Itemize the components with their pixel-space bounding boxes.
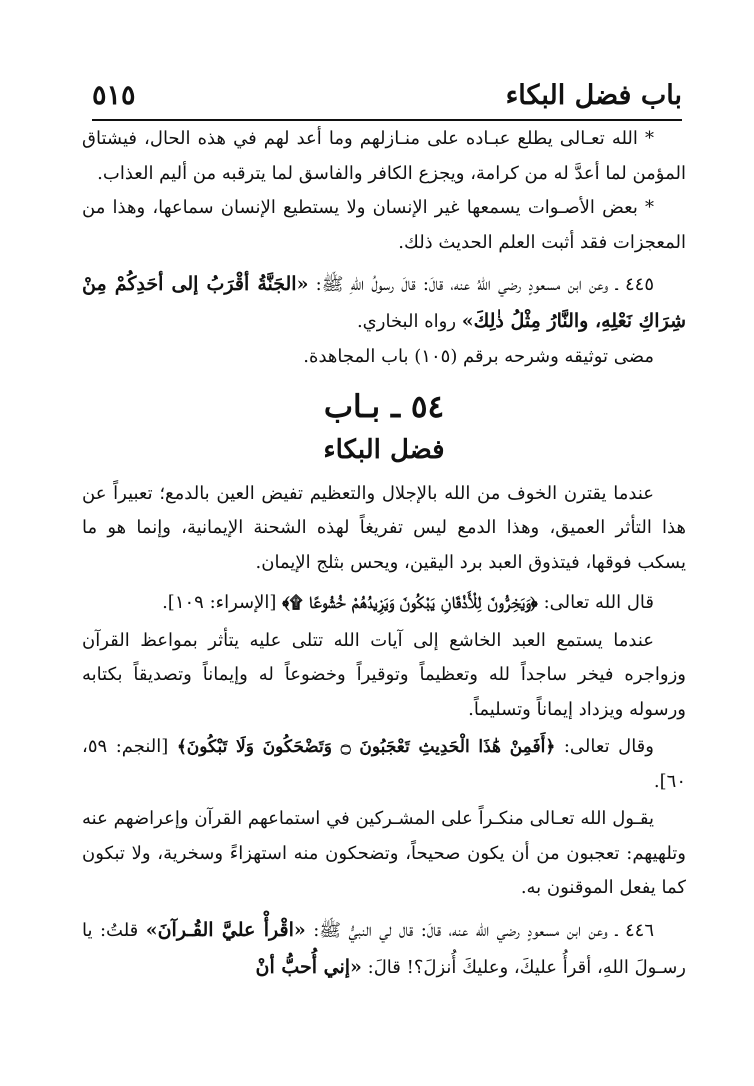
hadith-446	[82, 912, 686, 986]
verse-paragraph	[82, 586, 686, 621]
chapter-number: ٥٤ ـ بـاب	[323, 388, 445, 425]
page-body	[82, 122, 686, 986]
note-paragraph: * الله تعـالى يطلع عبـاده على منـازلهم وما أعد لهم في هذه الحال، فيشتاق المؤمن لما أعدَّ له من كرامة، ويجزع الكافر والفاسق لما يترقبه من أليم العذاب.	[82, 128, 686, 184]
hadith-text: «الجَنَّةُ أقْرَبُ إلى أحَدِكُمْ مِنْ شِرَاكِ نَعْلِهِ، والنَّارُ مِثْلُ ذٰلِكَ»	[82, 273, 686, 332]
hadith-intro: ٤٤٥ ـ وعن ابن مسعودٍ رضي اللهُ عنه، قالَ: قالَ رسولُ اللهِ ﷺ:	[308, 274, 654, 295]
intro-paragraph: عندما يقترن الخوف من الله بالإجلال والتعظيم تفيض العين بالدمع؛ تعبيراً عن هذا التأثر العميق، وهذا الدمع ليس تفريغاً لهذه الشحنة الإيمانية، وإنما هو ما يسكب فوقها، فيتذوق العبد برد اليقين، ويحس بثلج الإيمان.	[82, 482, 686, 573]
chapter-title: فضل البكاء	[323, 434, 445, 465]
hadith-note: مضى توثيقه وشرحه برقم (١٠٥) باب المجاهدة.	[303, 346, 654, 367]
page-number: ٥١٥	[92, 80, 136, 111]
commentary-paragraph: عندما يستمع العبد الخاشع إلى آيات الله تتلى عليه يتأثر بمواعظ القرآن وزواجره فيخر ساجداً لله وتعظيماً وتوقيراً وخضوعاً له وإيماناً وتصديقاً بكتابه ورسوله ويزداد إيماناً وتسليماً.	[82, 629, 686, 720]
running-title: باب فضل البكاء	[505, 80, 682, 111]
quran-verse: ﴿أَفَمِنْ هَٰذَا الْحَدِيثِ تَعْجَبُونَ ۝ وَتَضْحَكُونَ وَلَا تَبْكُونَ﴾	[176, 737, 556, 757]
verse-prefix: وقال تعالى:	[555, 736, 654, 757]
hadith-text: «اقْرأْ عليَّ القُـرآنَ»	[145, 918, 306, 941]
note-paragraph: * بعض الأصـوات يسمعها غير الإنسان ولا يستطيع الإنسان سماعها، وهذا من المعجزات فقد أثبت العلم الحديث ذلك.	[82, 197, 686, 253]
verse-reference: [الإسراء: ١٠٩].	[162, 592, 283, 613]
commentary-paragraph: يقـول الله تعـالى منكـراً على المشـركين في استماعهم القرآن وإعراضهم عنه وتلهيهم: تعجبون من أن يكون صحيحاً، وتضحكون منه استهزاءً وسخرية، ولا تبكون كما يفعل الموقنون به.	[82, 808, 686, 898]
hadith-intro: ٤٤٦ ـ وعن ابن مسعودٍ رضي الله عنه، قالَ: قال لي النبيُّ ﷺ:	[305, 919, 654, 941]
page-header	[92, 78, 682, 118]
hadith-445	[82, 266, 686, 340]
verse-reference: [النجم: ٥٩، ٦٠].	[82, 736, 686, 792]
quran-verse: ﴿وَيَخِرُّونَ لِلْأَذْقَانِ يَبْكُونَ وَيَزِيدُهُمْ خُشُوعًا ۩﴾	[282, 593, 538, 613]
header-rule	[92, 119, 682, 121]
verse-prefix: قال الله تعالى:	[537, 592, 654, 613]
hadith-text: «إني أُحبُّ أنْ	[255, 955, 362, 978]
hadith-dialogue: قلتُ: يا رسـولَ اللهِ، أقرأُ عليكَ، وعليكَ أُنزلَ؟! قالَ:	[82, 919, 686, 978]
verse-paragraph	[82, 730, 686, 799]
hadith-source: رواه البخاري.	[356, 311, 462, 332]
